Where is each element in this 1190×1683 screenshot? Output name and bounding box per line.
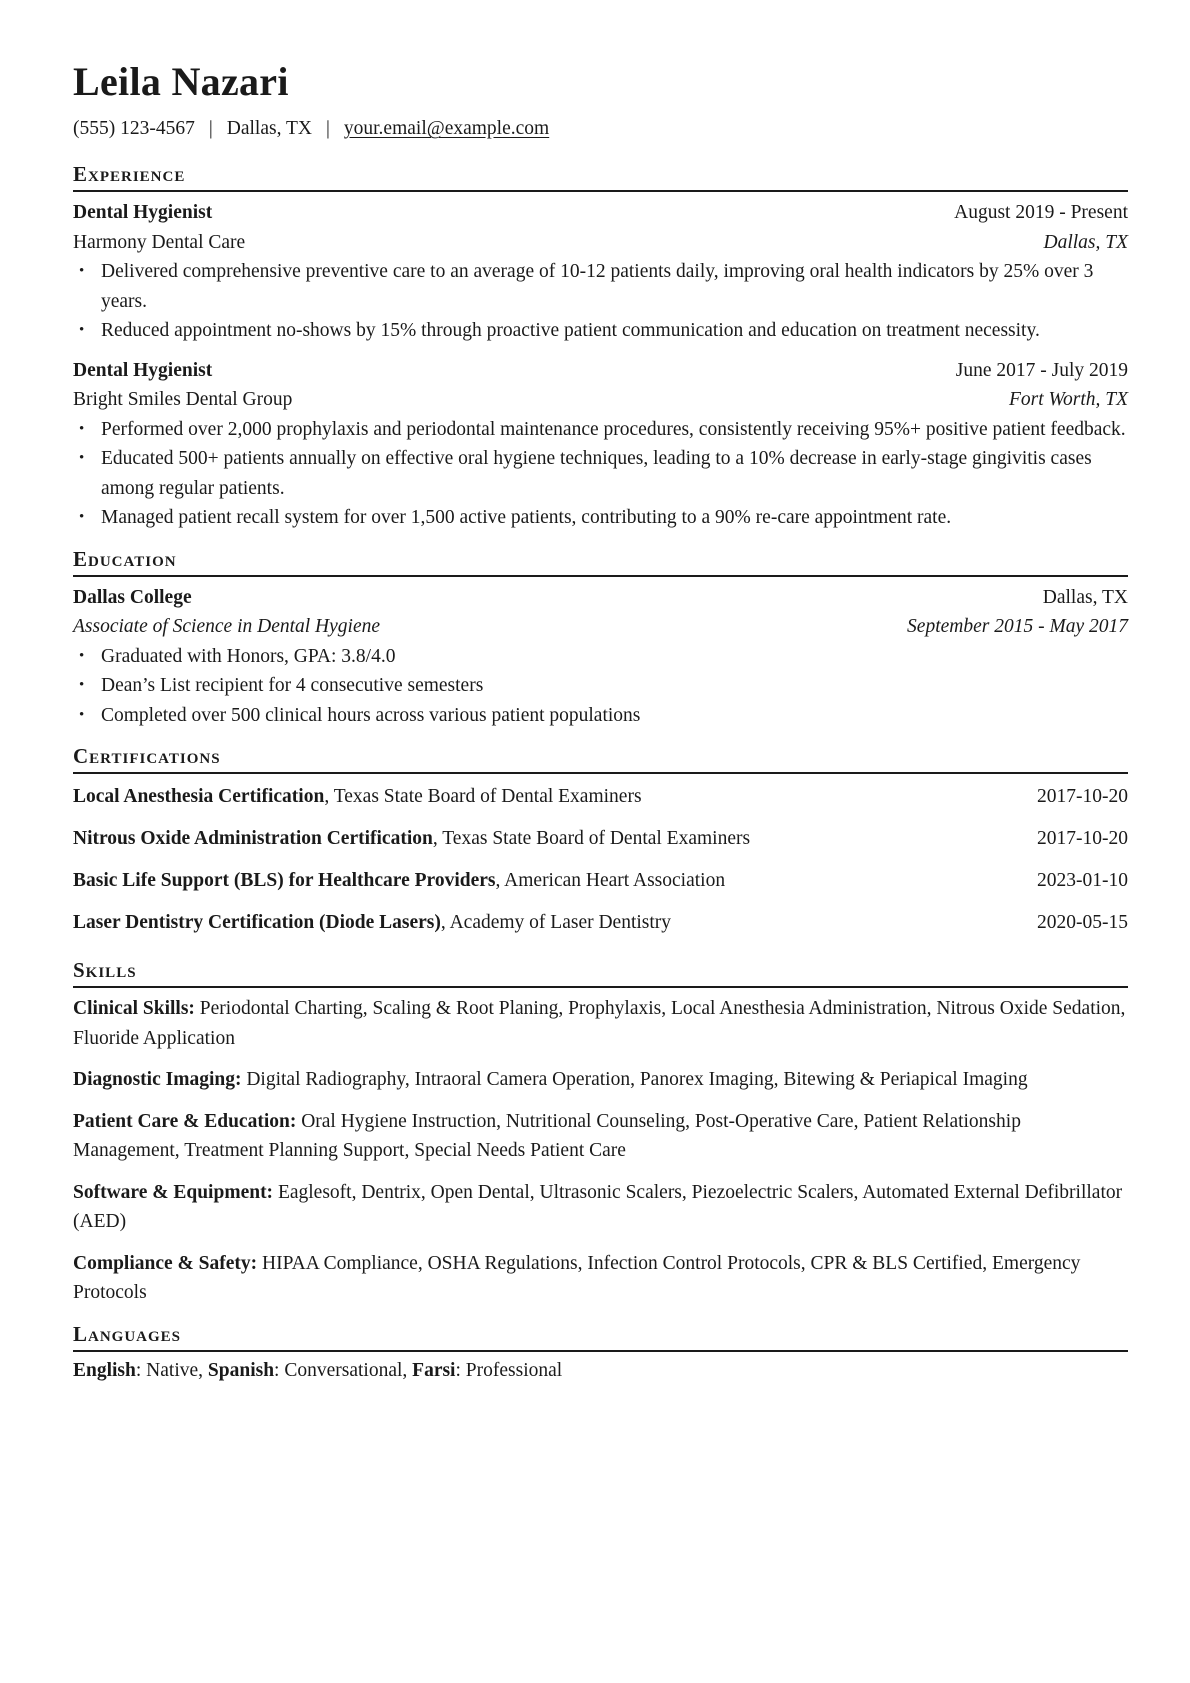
- language-name: Farsi: [412, 1359, 456, 1381]
- certification-issuer: , Academy of Laser Dentistry: [440, 912, 672, 933]
- bullet-item: • Graduated with Honors, GPA: 3.8/4.0: [73, 642, 1128, 672]
- skill-value: HIPAA Compliance, OSHA Regulations, Infection Control Protocols, CPR & BLS Certified, Emergency Protocols: [73, 1252, 1081, 1303]
- bullet-item: • Delivered comprehensive preventive care to an average of 10-12 patients daily, improving oral health indicators by 25% over 3 years.: [73, 257, 1128, 316]
- skills-list: [73, 994, 1128, 1308]
- certification-row: [73, 776, 1128, 818]
- company-name: Harmony Dental Care: [73, 231, 246, 253]
- job-title: Dental Hygienist: [73, 359, 213, 381]
- job-location: Dallas, TX: [1043, 231, 1128, 253]
- skill-label: Compliance & Safety:: [73, 1252, 258, 1274]
- certification-name: Nitrous Oxide Administration Certification: [73, 828, 433, 849]
- section-heading-skills: Skills: [73, 956, 1128, 988]
- bullet-item: • Educated 500+ patients annually on effective oral hygiene techniques, leading to a 10% decrease in early-stage gingivitis cases among regular patients.: [73, 444, 1128, 503]
- certification-issuer: , American Heart Association: [495, 870, 726, 891]
- section-heading-languages: Languages: [73, 1320, 1128, 1352]
- email-link[interactable]: your.email@example.com: [343, 118, 550, 139]
- skill-group: [73, 994, 1128, 1053]
- certification-name: Local Anesthesia Certification: [73, 786, 325, 807]
- job-dates: June 2017 - July 2019: [955, 359, 1128, 381]
- certification-list: [73, 776, 1128, 944]
- company-name: Bright Smiles Dental Group: [73, 389, 293, 410]
- bullet-list: [73, 415, 1128, 533]
- skill-label: Diagnostic Imaging:: [73, 1069, 242, 1090]
- skill-label: Clinical Skills:: [73, 998, 195, 1019]
- separator: |: [325, 118, 330, 139]
- language-level: : Professional: [455, 1359, 563, 1381]
- school-location: Dallas, TX: [1042, 586, 1128, 608]
- language-level: : Conversational,: [274, 1359, 413, 1381]
- candidate-name: Leila Nazari: [73, 59, 289, 104]
- skill-group: [73, 1249, 1128, 1308]
- certification-date: 2020-05-15: [1037, 912, 1128, 933]
- skill-label: Software & Equipment:: [73, 1181, 274, 1203]
- bullet-item: • Reduced appointment no-shows by 15% through proactive patient communication and education on treatment necessity.: [73, 316, 1128, 346]
- bullet-item: • Performed over 2,000 prophylaxis and periodontal maintenance procedures, consistently receiving 95%+ positive patient feedback.: [73, 415, 1128, 445]
- bullet-item: • Completed over 500 clinical hours across various patient populations: [73, 701, 1128, 731]
- resume-page: [73, 52, 1128, 1385]
- experience-entry: [73, 198, 1128, 346]
- phone-number: (555) 123-4567: [73, 118, 195, 139]
- certification-row: [73, 860, 1128, 902]
- education-dates: September 2015 - May 2017: [907, 616, 1128, 637]
- school-name: Dallas College: [73, 586, 192, 608]
- skill-value: Periodontal Charting, Scaling & Root Planing, Prophylaxis, Local Anesthesia Administration, Nitrous Oxide Sedation, Fluoride Application: [73, 998, 1126, 1049]
- section-heading-certifications: Certifications: [73, 742, 1128, 774]
- certification-date: 2017-10-20: [1037, 828, 1128, 849]
- experience-entry: [73, 356, 1128, 533]
- languages-line: [73, 1356, 1128, 1386]
- education-entry: [73, 583, 1128, 731]
- certification-name: Laser Dentistry Certification (Diode Lasers): [73, 912, 441, 933]
- certification-name: Basic Life Support (BLS) for Healthcare Providers: [73, 870, 496, 891]
- location: Dallas, TX: [226, 118, 312, 139]
- job-dates: August 2019 - Present: [954, 202, 1128, 223]
- language-name: English: [73, 1359, 136, 1381]
- skill-value: Eaglesoft, Dentrix, Open Dental, Ultrasonic Scalers, Piezoelectric Scalers, Automated External Defibrillator (AED): [73, 1181, 1123, 1232]
- certification-date: 2023-01-10: [1037, 870, 1128, 891]
- bullet-list: [73, 257, 1128, 346]
- job-title: Dental Hygienist: [73, 202, 213, 223]
- job-location: Fort Worth, TX: [1008, 389, 1128, 410]
- bullet-list: [73, 642, 1128, 731]
- separator: |: [208, 118, 213, 139]
- certification-issuer: , Texas State Board of Dental Examiners: [432, 828, 751, 849]
- certification-issuer: , Texas State Board of Dental Examiners: [324, 786, 642, 807]
- skill-value: Oral Hygiene Instruction, Nutritional Counseling, Post-Operative Care, Patient Relationship Management, Treatment Planning Support, Special Needs Patient Care: [73, 1110, 1021, 1161]
- skill-value: Digital Radiography, Intraoral Camera Operation, Panorex Imaging, Bitewing & Periapical Imaging: [241, 1069, 1028, 1090]
- certification-row: [73, 818, 1128, 860]
- language-name: Spanish: [207, 1359, 275, 1381]
- bullet-item: • Dean’s List recipient for 4 consecutive semesters: [73, 671, 1128, 701]
- section-heading-experience: Experience: [73, 160, 1128, 192]
- skill-group: [73, 1107, 1128, 1166]
- skill-group: [73, 1178, 1128, 1237]
- certification-row: [73, 902, 1128, 944]
- language-level: : Native,: [135, 1359, 208, 1381]
- contact-line: [73, 116, 1128, 142]
- bullet-item: • Managed patient recall system for over 1,500 active patients, contributing to a 90% re-care appointment rate.: [73, 503, 1128, 533]
- skill-group: [73, 1065, 1128, 1095]
- skill-label: Patient Care & Education:: [73, 1110, 297, 1132]
- certification-date: 2017-10-20: [1037, 786, 1128, 807]
- section-heading-education: Education: [73, 545, 1128, 577]
- degree: Associate of Science in Dental Hygiene: [73, 616, 381, 637]
